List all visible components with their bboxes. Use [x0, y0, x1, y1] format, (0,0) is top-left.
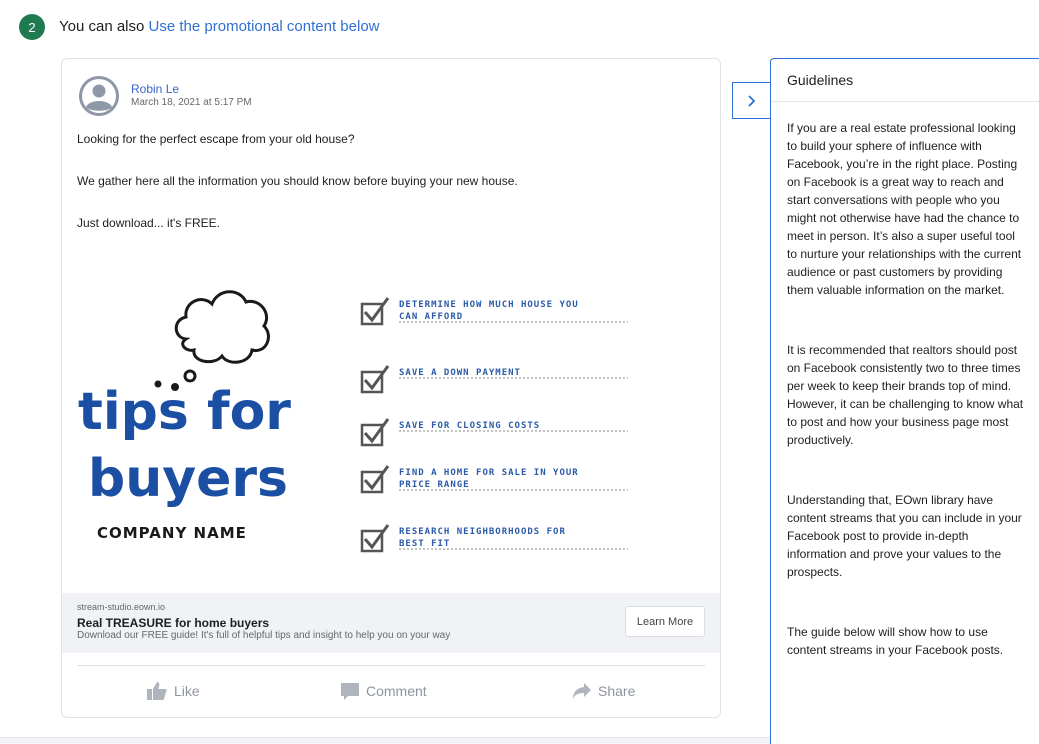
creative-company-name: COMPANY NAME — [97, 524, 247, 542]
post-date: March 18, 2021 at 5:17 PM — [131, 97, 252, 108]
checklist-item-text: CAN AFFORD — [399, 312, 464, 322]
step-number-badge: 2 — [19, 14, 45, 40]
check-mark — [365, 366, 388, 388]
facebook-post-preview — [61, 58, 721, 718]
check-mark — [365, 525, 388, 547]
thumbs-up-icon — [146, 681, 168, 701]
checklist-item-text: PRICE RANGE — [399, 480, 470, 490]
checklist-item-text: DETERMINE HOW MUCH HOUSE YOU — [399, 300, 579, 310]
user-avatar-icon — [79, 76, 119, 116]
thought-bubble-icon — [176, 292, 268, 381]
checklist-item-text: FIND A HOME FOR SALE IN YOUR — [399, 468, 579, 478]
like-label: Like — [174, 683, 200, 699]
chevron-right-icon — [747, 95, 757, 107]
creative-headline-line1: tips for — [78, 382, 291, 442]
creative-checklist — [362, 298, 628, 551]
like-button[interactable] — [146, 679, 200, 703]
post-text-line: Just download... it's FREE. — [77, 216, 221, 230]
checklist-item-text: RESEARCH NEIGHBORHOODS FOR — [399, 527, 566, 537]
learn-more-button[interactable]: Learn More — [625, 606, 705, 637]
check-mark — [365, 466, 388, 488]
post-author[interactable]: Robin Le — [131, 82, 180, 96]
post-text-line: We gather here all the information you should know before buying your new house. — [77, 174, 518, 188]
creative-headline-line2: buyers — [88, 449, 289, 509]
guidelines-body — [771, 102, 1039, 659]
guidelines-paragraph: Understanding that, EOwn library have content streams that you can include in your Facebook post to provide in-depth information and prove your values to the prospects. — [787, 493, 1022, 579]
comment-label: Comment — [366, 683, 427, 699]
share-arrow-icon — [572, 682, 592, 700]
checklist-item-text: SAVE A DOWN PAYMENT — [399, 368, 521, 378]
promotional-content-link[interactable]: Use the promotional content below — [148, 18, 380, 35]
comment-button[interactable] — [340, 679, 427, 703]
link-description: Download our FREE guide! It's full of helpful tips and insight to help you on your way — [77, 630, 451, 641]
checklist-item-text: BEST FIT — [399, 539, 451, 549]
actions-divider — [77, 665, 705, 666]
checklist-item-text: SAVE FOR CLOSING COSTS — [399, 421, 541, 431]
post-creative-image — [62, 274, 721, 592]
step-title — [59, 18, 380, 35]
check-mark — [365, 419, 388, 441]
toggle-guidelines-button[interactable] — [732, 82, 770, 119]
share-button[interactable] — [572, 679, 635, 703]
guidelines-title: Guidelines — [771, 59, 1039, 102]
guidelines-paragraph: The guide below will show how to use content streams in your Facebook posts. — [787, 625, 1004, 657]
comment-icon — [340, 681, 360, 701]
guidelines-paragraph: It is recommended that realtors should post on Facebook consistently two to three times per week to keep their brands top of mind. However, it can be challenging to know what to post and how your business page most productively. — [787, 343, 1024, 447]
guidelines-paragraph: If you are a real estate professional looking to build your sphere of influence with Facebook, you’re in the right place. Posting on Facebook is a great way to reach and start conversations with people who you might not otherwise have had the chance to meet in person. It’s also a super useful tool to nurture your relationships with the current audience or past customers by providing them valuable information on the market. — [787, 121, 1022, 297]
check-mark — [365, 298, 388, 320]
link-title: Real TREASURE for home buyers — [77, 616, 270, 630]
post-text-line: Looking for the perfect escape from your old house? — [77, 132, 355, 146]
step-title-prefix: You can also — [59, 18, 149, 35]
guidelines-panel — [770, 58, 1039, 744]
link-preview[interactable] — [62, 593, 721, 653]
share-label: Share — [598, 683, 636, 699]
link-domain: stream-studio.eown.io — [77, 602, 166, 612]
